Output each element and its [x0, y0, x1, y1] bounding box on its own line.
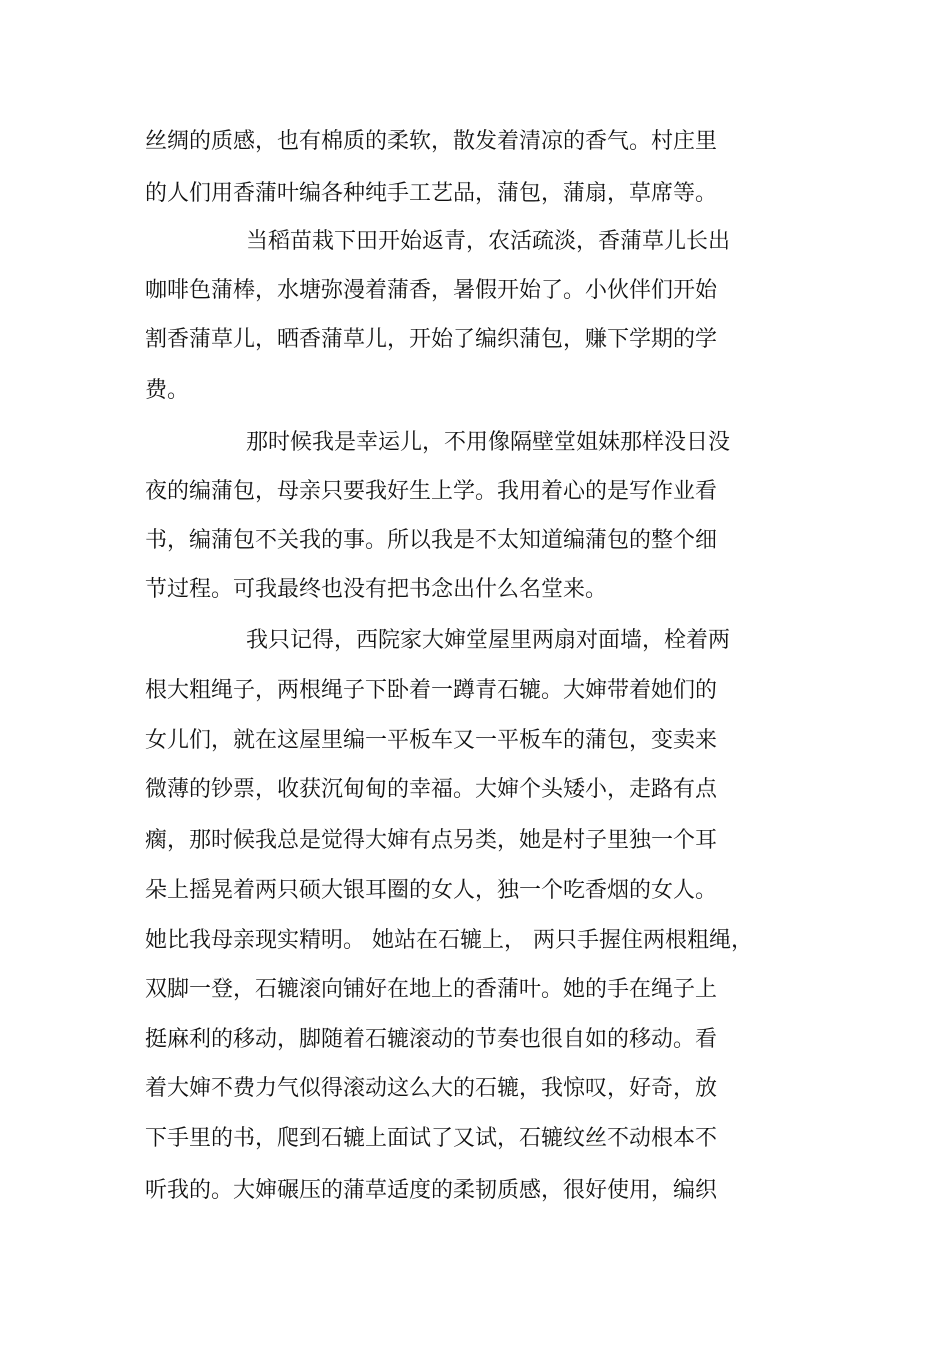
text-line: 朵上摇晃着两只硕大银耳圈的女人，独一个吃香烟的女人。 [145, 878, 718, 903]
text-line: 咖啡色蒲棒，水塘弥漫着蒲香，暑假开始了。小伙伴们开始 [145, 278, 718, 303]
paragraph-first-line: 我只记得，西院家大婶堂屋里两扇对面墙，栓着两 [246, 628, 731, 653]
text-line: 费。 [145, 378, 190, 403]
text-line: 女儿们，就在这屋里编一平板车又一平板车的蒲包，变卖来 [145, 728, 718, 753]
paragraph-first-line: 当稻苗栽下田开始返青，农活疏淡，香蒲草儿长出 [246, 229, 731, 254]
text-line: 割香蒲草儿，晒香蒲草儿，开始了编织蒲包，赚下学期的学 [145, 327, 718, 352]
text-line: 根大粗绳子，两根绳子下卧着一蹲青石辘。大婶带着她们的 [145, 678, 718, 703]
text-line: 双脚一登，石辘滚向铺好在地上的香蒲叶。她的手在绳子上 [145, 977, 718, 1002]
text-line: 挺麻利的移动，脚随着石辘滚动的节奏也很自如的移动。看 [145, 1027, 718, 1052]
text-line: 节过程。可我最终也没有把书念出什么名堂来。 [145, 577, 608, 602]
text-line: 书，编蒲包不关我的事。所以我是不太知道编蒲包的整个细 [145, 528, 718, 553]
text-line: 微薄的钞票，收获沉甸甸的幸福。大婶个头矮小，走路有点 [145, 777, 718, 802]
text-line: 她比我母亲现实精明。 她站在石辘上， 两只手握住两根粗绳， [145, 928, 753, 953]
text-line: 着大婶不费力气似得滚动这么大的石辘，我惊叹，好奇，放 [145, 1076, 718, 1101]
text-line: 瘸，那时候我总是觉得大婶有点另类，她是村子里独一个耳 [145, 828, 718, 853]
text-line: 丝绸的质感，也有棉质的柔软，散发着清凉的香气。村庄里 [145, 129, 718, 154]
text-line: 下手里的书，爬到石辘上面试了又试，石辘纹丝不动根本不 [145, 1126, 718, 1151]
text-line: 夜的编蒲包，母亲只要我好生上学。我用着心的是写作业看 [145, 479, 718, 504]
paragraph-first-line: 那时候我是幸运儿，不用像隔壁堂姐妹那样没日没 [246, 430, 731, 455]
text-line: 的人们用香蒲叶编各种纯手工艺品，蒲包，蒲扇，草席等。 [145, 181, 718, 206]
text-line: 听我的。大婶碾压的蒲草适度的柔韧质感，很好使用，编织 [145, 1178, 718, 1203]
